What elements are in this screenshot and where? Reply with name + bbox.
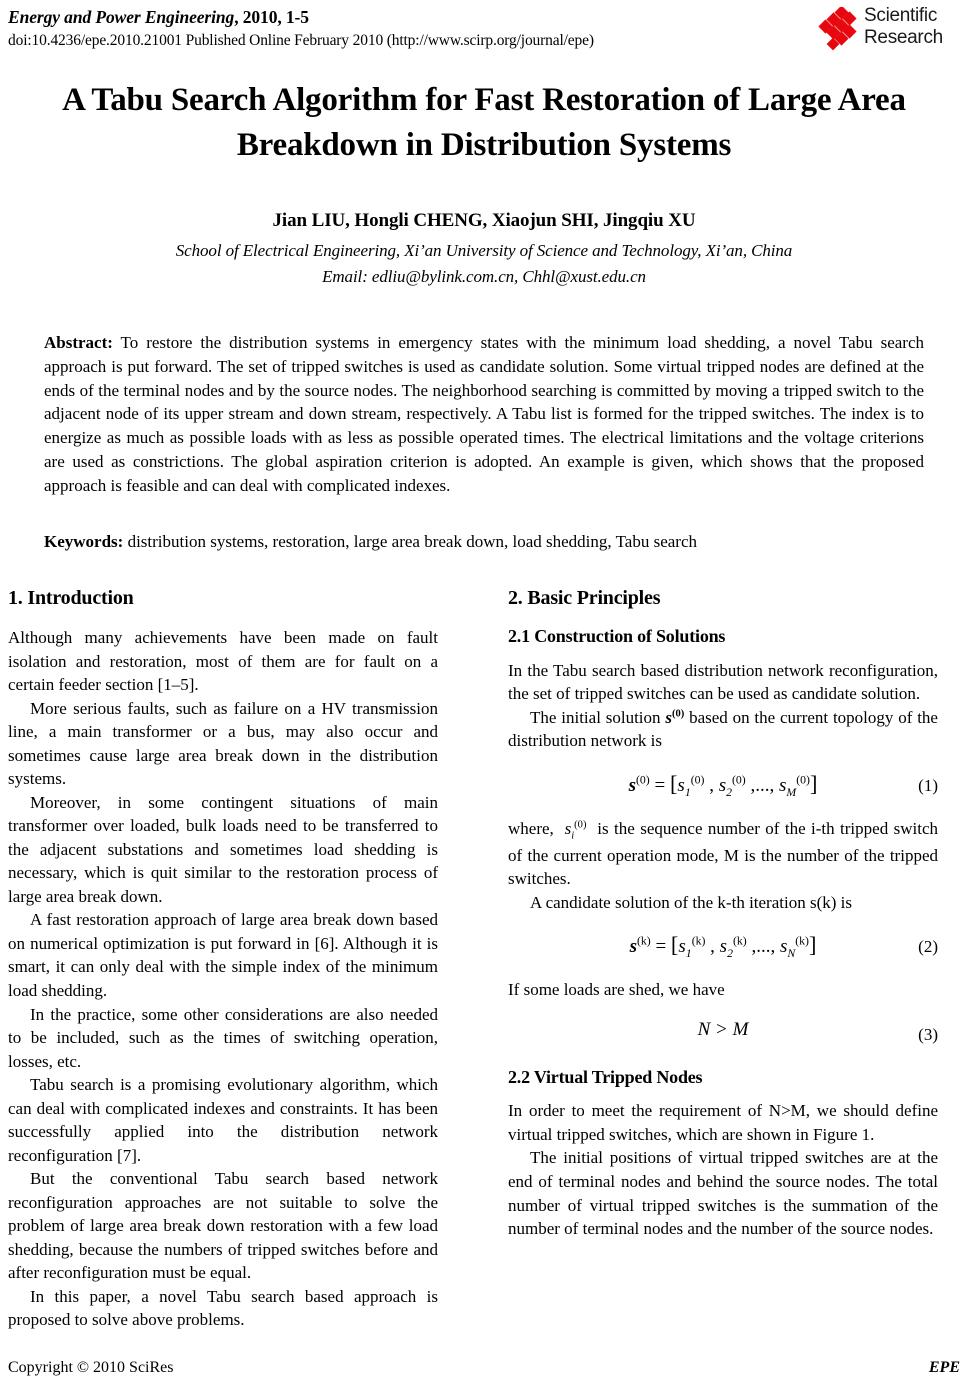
paragraph: In the Tabu search based distribution network reconfiguration, the set of tripped switches can be used as candidate solution. [508,660,938,704]
paragraph: The initial positions of virtual tripped switches are at the end of terminal nodes and behind the source nodes. The total number of virtual tripped switches is the summation of the number of terminal nodes and the number of the source nodes. [508,1148,938,1239]
author-names: Jian LIU, Hongli CHENG, Xiaojun SHI, Jingqiu XU [272,210,696,231]
equation-1 [508,768,938,802]
abstract-block [44,331,924,498]
publisher-logo [814,4,962,56]
paragraph: Moreover, in some contingent situations of main transformer over loaded, bulk loads need to be transferred to the adjacent substations and sometimes load shedding is necessary, which is quit similar to the restoration process of large area break down. [8,792,438,906]
running-head [8,7,828,51]
equation-2 [508,929,938,963]
paragraph: A candidate solution of the k-th iteration s(k) is [530,892,852,912]
paragraph-text-pre: where, [508,818,560,838]
subsection-heading-construction-of-solutions: 2.1 Construction of Solutions [508,626,726,646]
paragraph: In this paper, a novel Tabu search based approach is proposed to solve above problems. [8,1286,438,1330]
inline-math-si0: $s_i^{(0)}$ [559,818,587,842]
paragraph-text-post: based on the current topology of the distribution network is [508,707,938,751]
paragraph-text-pre: The initial solution [530,707,666,727]
keywords-label: Keywords: [44,532,124,551]
paragraph: Tabu search is a promising evolutionary algorithm, which can deal with complicated indexes and constraints. It has been successfully applied into the distribution network reconfiguration [7]. [8,1075,438,1165]
journal-title: Energy and Power Engineering [8,7,235,27]
journal-issue: , 2010, 1-5 [234,7,309,27]
paragraph: If some loads are shed, we have [508,980,725,1000]
scientific-research-diamond-icon [816,7,862,53]
keywords-text: distribution systems, restoration, large area break down, load shedding, Tabu search [123,532,698,551]
paragraph: Although many achievements have been made on fault isolation and restoration, most of them are for fault on a certain feeder section [1–5]. [8,628,438,695]
journal-abbreviation: EPE [928,1359,960,1376]
section-heading-basic-principles: 2. Basic Principles [508,587,661,609]
paragraph: In order to meet the requirement of N>M, we should define virtual tripped switches, which are shown in Figure 1. [508,1101,938,1144]
author-email [54,267,914,287]
equation-2-number: (2) [918,937,938,957]
publisher-name [864,5,943,49]
paragraph [508,706,938,753]
paragraph-text-post: is the sequence number of the i-th tripped switch of the current operation mode, M is the number of the tripped switches. [508,818,938,889]
paper-title: A Tabu Search Algorithm for Fast Restoration of Large Area Breakdown in Distribution Systems [62,82,906,163]
keywords-block [44,530,924,554]
paragraph [508,817,938,891]
equation-1-number: (1) [918,775,938,795]
paragraph: But the conventional Tabu search based network reconfiguration approaches are not suitable to solve the problem of large area break down restoration with a few load shedding, because the numbers of tripped switches before and after reconfiguration must be equal. [8,1169,438,1283]
publisher-name-line1: Scientific [864,5,938,26]
copyright-notice: Copyright © 2010 SciRes [8,1359,174,1376]
paragraph: In the practice, some other considerations are also needed to be included, such as the times of switching operation, losses, etc. [8,1004,438,1071]
column-left [8,586,438,1332]
doi-line: doi:10.4236/epe.2010.21001 Published Online February 2010 (http://www.scirp.org/journal/epe) [8,31,594,49]
journal-citation-line [8,7,828,29]
subsection-heading-virtual-tripped-nodes: 2.2 Virtual Tripped Nodes [508,1066,703,1087]
equation-2-body: $s^{(k)} = [s_1^{(k)}$ , $s_2^{(k)}$ ,..., $s_N^{(k)}$] [629,932,817,961]
column-right [508,586,938,1241]
inline-math-s0: $s^{(0)}$ [665,707,685,727]
abstract-label: Abstract: [44,333,113,352]
email-label: Email [322,267,363,286]
paragraph: A fast restoration approach of large area break down based on numerical optimization is put forward in [6]. Although it is smart, it can only deal with the simple index of the minimum load shedding. [8,910,438,1000]
equation-1-body: $s^{(0)} = [s_1^{(0)}$ , $s_2^{(0)}$ ,..., $s_M^{(0)}$] [628,770,818,799]
page-footer [8,1359,960,1377]
paragraph: More serious faults, such as failure on a HV transmission line, a main transformer or a bus, may also occur and sometimes cause large area break down in the distribution systems. [8,698,438,789]
author-block [54,210,914,287]
section-heading-introduction: 1. Introduction [8,587,134,609]
abstract-text: To restore the distribution systems in emergency states with the minimum load shedding, a novel Tabu search approach is put forward. The set of tripped switches is used as candidate solution. Some virtual tripped nodes are defined at the ends of the terminal nodes and by the source nodes. The neighborhood searching is committed by moving a tripped switch to the adjacent node of its upper stream and down stream, respectively. A Tabu list is formed for the tripped switches. The index is to energize as much as possible loads with as less as possible operated times. The electrical limitations and the voltage criterions are used as constrictions. The global aspiration criterion is adopted. An example is given, which shows that the proposed approach is feasible and can deal with complicated indexes. [44,333,924,495]
publisher-name-line2: Research [864,26,943,48]
equation-3 [508,1017,938,1051]
equation-3-number: (3) [918,1024,938,1044]
email-value: : edliu@bylink.com.cn, Chhl@xust.edu.cn [362,267,646,286]
equation-3-body: N > M [697,1018,749,1040]
author-affiliation: School of Electrical Engineering, Xi’an University of Science and Technology, Xi’an, China [175,241,793,260]
